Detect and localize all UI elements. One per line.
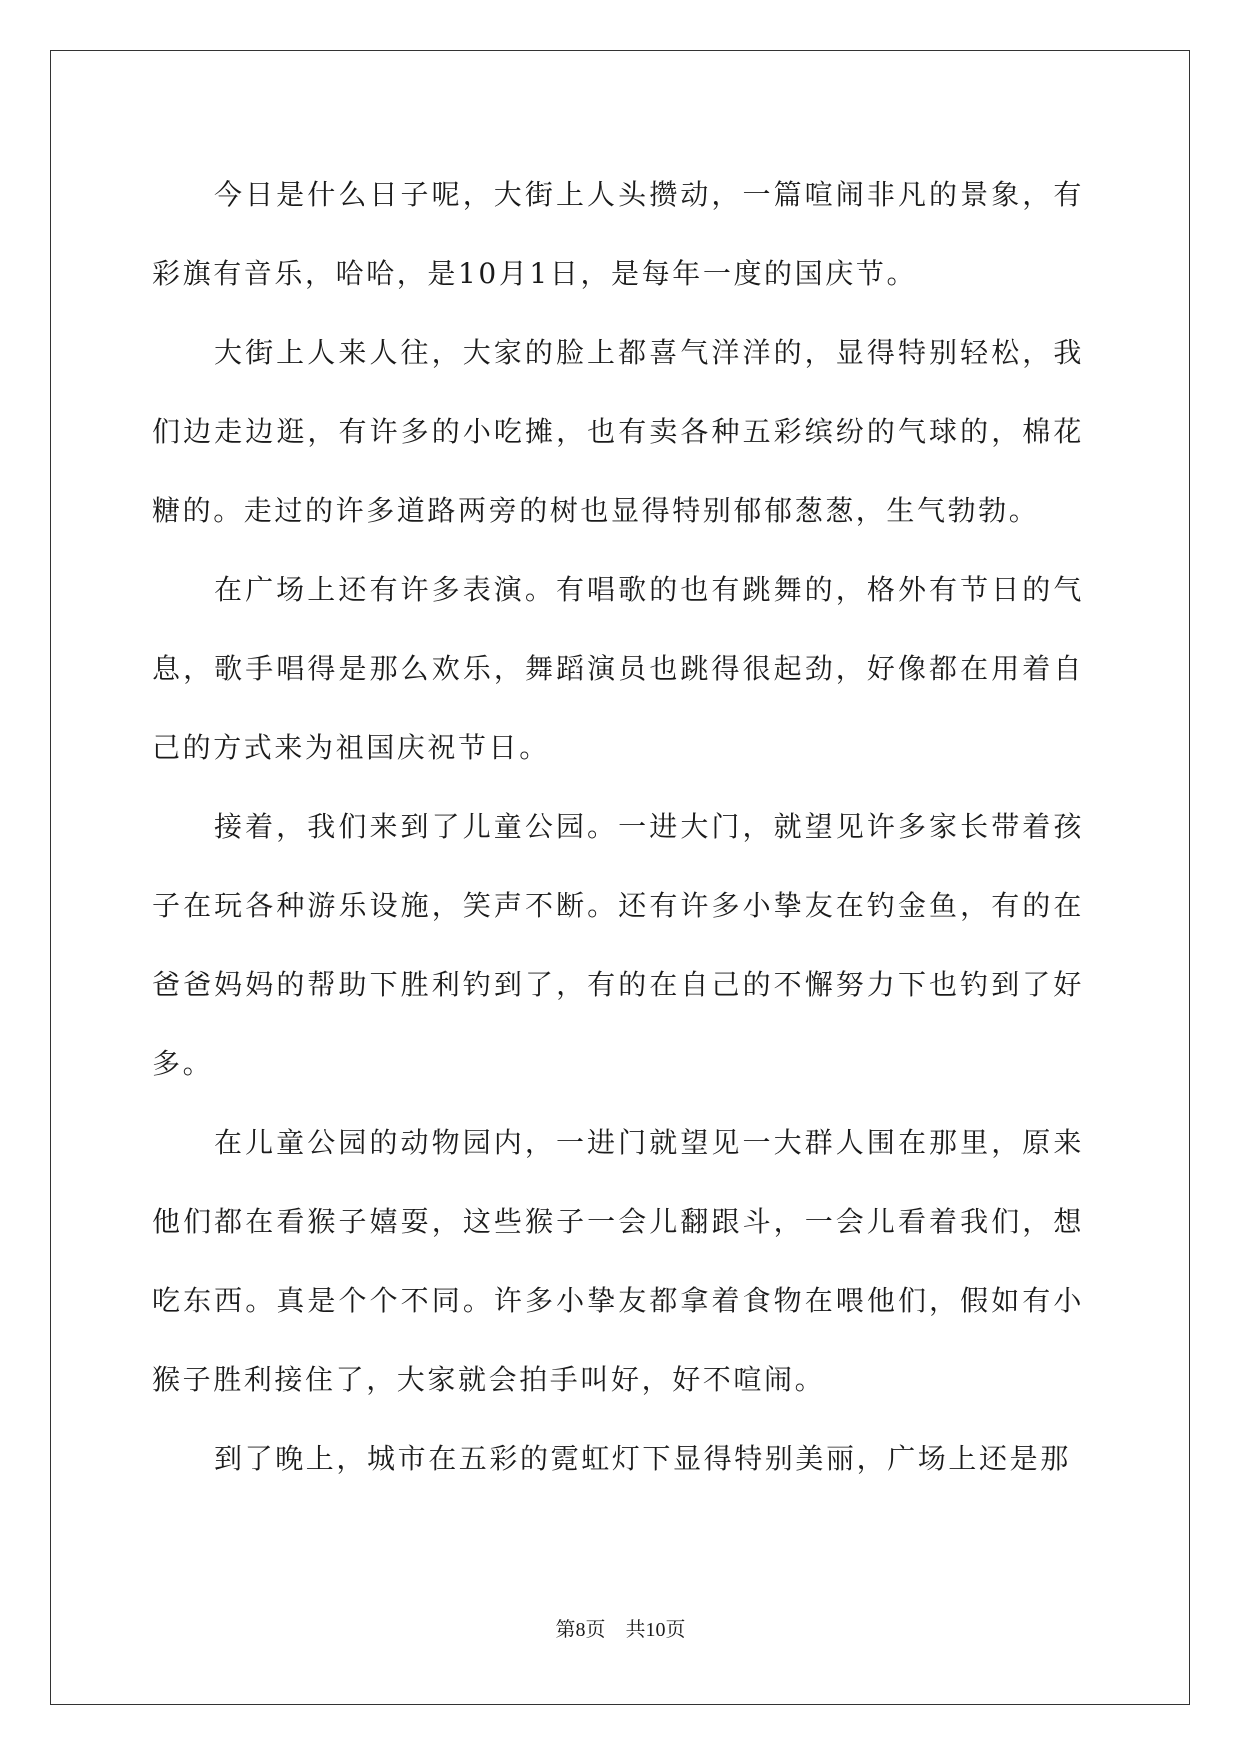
page-number-footer: 第8页 共10页 xyxy=(555,1619,686,1641)
paragraph: 大街上人来人往，大家的脸上都喜气洋洋的，显得特别轻松，我们边走边逛，有许多的小吃摊，也有卖各种五彩缤纷的气球的，棉花糖的。走过的许多道路两旁的树也显得特别郁郁葱葱，生气勃勃。 xyxy=(152,336,1084,527)
paragraph: 接着，我们来到了儿童公园。一进大门，就望见许多家长带着孩子在玩各种游乐设施，笑声不断。还有许多小挚友在钓金鱼，有的在爸爸妈妈的帮助下胜利钓到了，有的在自己的不懈努力下也钓到了好多。 xyxy=(152,810,1084,1080)
paragraph: 今日是什么日子呢，大街上人头攒动，一篇喧闹非凡的景象，有彩旗有音乐，哈哈，是10月1日，是每年一度的国庆节。 xyxy=(152,178,1084,290)
paragraph: 到了晚上，城市在五彩的霓虹灯下显得特别美丽，广场上还是那 xyxy=(214,1442,1071,1475)
paragraph: 在儿童公园的动物园内，一进门就望见一大群人围在那里，原来他们都在看猴子嬉耍，这些猴子一会儿翻跟斗，一会儿看着我们，想吃东西。真是个个不同。许多小挚友都拿着食物在喂他们，假如有小猴子胜利接住了，大家就会拍手叫好，好不喧闹。 xyxy=(152,1126,1084,1396)
document-body xyxy=(152,155,1084,1498)
paragraph: 在广场上还有许多表演。有唱歌的也有跳舞的，格外有节日的气息，歌手唱得是那么欢乐，舞蹈演员也跳得很起劲，好像都在用着自己的方式来为祖国庆祝节日。 xyxy=(152,573,1084,764)
